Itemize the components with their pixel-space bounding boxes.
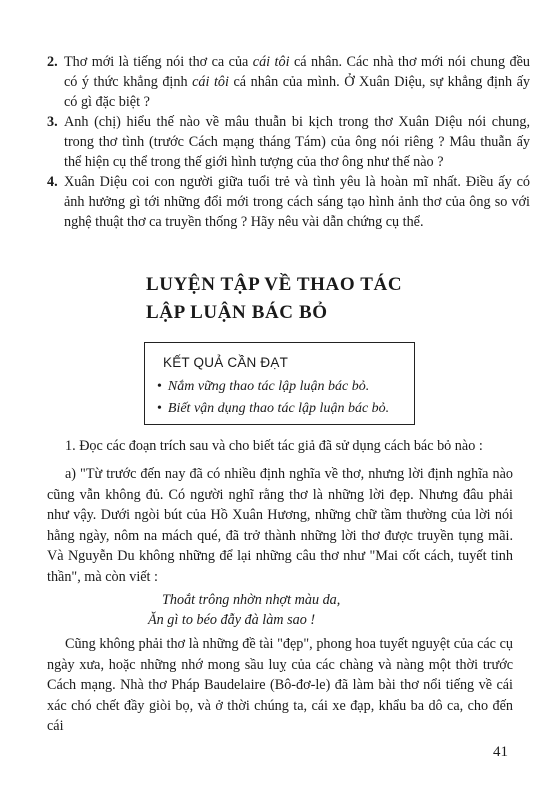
poem-line-1: Thoắt trông nhờn nhợt màu da, (162, 592, 341, 608)
question-4 (47, 172, 530, 232)
question-3 (47, 112, 530, 172)
outcome-text: Biết vận dụng thao tác lập luận bác bỏ. (167, 401, 390, 416)
learning-outcomes-box (144, 342, 415, 425)
question-text: Thơ mới là tiếng nói thơ ca của cái tôi cá nhân. Các nhà thơ mới nói chung đều có ý thức khẳng định cái tôi cá nhân của mình. Ở Xuân Diệu, sự khẳng định ấy có gì đặc biệt ? (64, 54, 531, 110)
question-text: Anh (chị) hiểu thế nào về mâu thuẫn bi kịch trong thơ Xuân Diệu nói chung, trong thơ tình (trước Cách mạng tháng Tám) của ông nói riêng ? Mâu thuẫn ấy thể hiện cụ thể trong thế giới hình tượng của thơ ông như thế nào ? (64, 114, 530, 170)
lesson-title-line-2: LẬP LUẬN BÁC BỎ (146, 302, 328, 323)
lesson-title-line-1: LUYỆN TẬP VỀ THAO TÁC (146, 274, 403, 295)
bullet-icon: • (157, 401, 162, 416)
excerpt-paragraph-a: a) "Từ trước đến nay đã có nhiều định nghĩa về thơ, nhưng lời định nghĩa nào cũng vẫn không đủ. Có người nghĩ rằng thơ là những lời đẹp. Nhưng đâu phải như vậy. Dưới ngòi bút của Hồ Xuân Hương, những chữ tầm thường của lời nói hằng ngày, nôm na mách qué, đã trở thành những lời thơ được truyền tụng mãi. Và Nguyễn Du không những để lại những câu thơ như "Mai cốt cách, tuyết tinh thần", mà còn viết : (47, 466, 513, 585)
excerpt-paragraph-continued: Cũng không phải thơ là những đề tài "đẹp", phong hoa tuyết nguyệt của các cụ ngày xưa, hoặc những nhớ mong sầu luỵ của các chàng và nàng một thời trước Cách mạng. Nhà thơ Pháp Baudelaire (Bô-đơ-le) đã làm bài thơ nổi tiếng về cái xác chó chết đầy giòi bọ, và ở thời chúng ta, cái xe đạp, khẩu ba dô ca, cho đến cái (47, 636, 513, 734)
emphasis: cái tôi (252, 54, 290, 70)
emphasis: cái tôi (192, 74, 229, 90)
poem-line-2: Ăn gì to béo đẫy đà làm sao ! (148, 612, 316, 628)
question-2 (47, 52, 530, 112)
outcome-item (157, 379, 369, 395)
exercise-instruction: 1. Đọc các đoạn trích sau và cho biết tác giả đã sử dụng cách bác bỏ nào : (65, 438, 483, 454)
question-text: Xuân Diệu coi con người giữa tuổi trẻ và tình yêu là hoàn mĩ nhất. Điều ấy có ảnh hưởng gì tới những đổi mới trong cách sáng tạo hình ảnh thơ của ông so với nghệ thuật thơ ca truyền thống ? Hãy nêu vài dẫn chứng cụ thể. (64, 174, 530, 230)
question-number: 4. (47, 174, 58, 190)
bullet-icon: • (157, 379, 162, 394)
question-number: 3. (47, 114, 58, 130)
outcome-text: Nắm vững thao tác lập luận bác bỏ. (167, 379, 370, 394)
outcomes-heading: KẾT QUẢ CẦN ĐẠT (163, 355, 289, 370)
outcome-item (157, 401, 389, 417)
question-number: 2. (47, 54, 58, 70)
page-number: 41 (493, 744, 508, 760)
